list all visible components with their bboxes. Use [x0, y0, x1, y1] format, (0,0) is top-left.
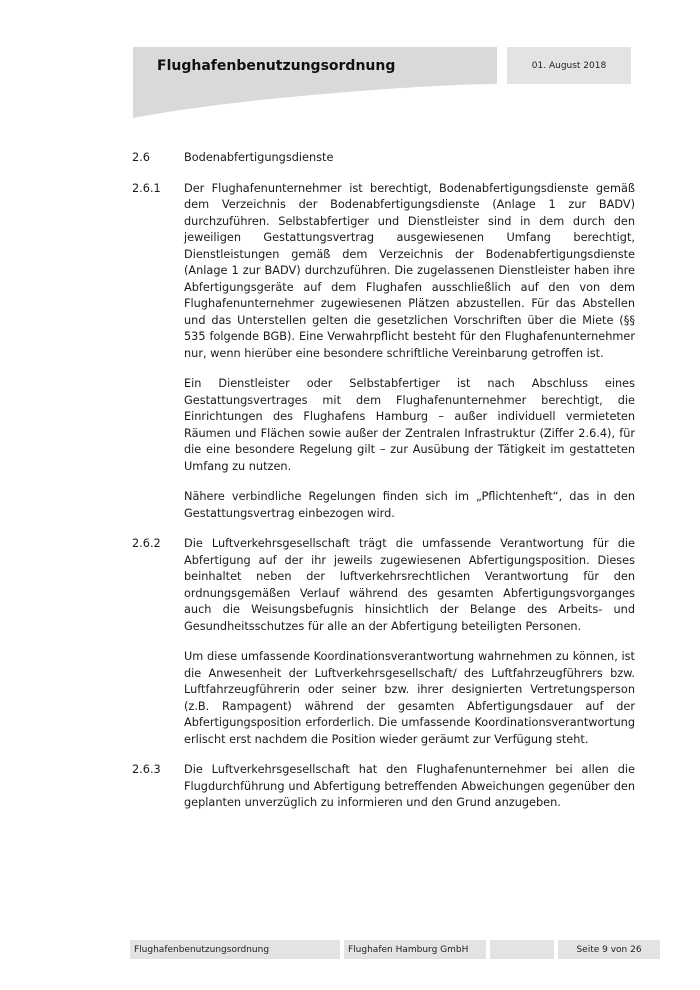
page-footer: [130, 940, 660, 959]
subsection-number: 2.6.3: [132, 763, 161, 776]
subsection-2-6-3: [132, 762, 635, 812]
footer-page-number: Seite 9 von 26: [558, 940, 660, 959]
subsection-number: 2.6.1: [132, 181, 161, 195]
footer-blank-cell: [490, 940, 554, 959]
subsection-2-6-2: [132, 536, 635, 748]
section-heading: [132, 150, 635, 167]
paragraph: Die Luftverkehrsgesellschaft trägt die umfassende Verantwortung für die Abfertigung auf der ihr jeweils zugewiesenen Abfertigungsposition. Dieses beinhaltet neben der luftverkehrsrechtlichen Verantwortung für den ordnungsgemäßen Verlauf während des gesamten Abfertigungsvorganges auch die Weisungsbefugnis hinsichtlich der Belange des Arbeits- und Gesundheitsschutzes für alle an der Abfertigung beteiligten Personen.: [184, 537, 635, 633]
footer-document-name: Flughafenbenutzungsordnung: [130, 940, 340, 959]
section-number: 2.6: [132, 151, 150, 164]
subsection-2-6-1: [132, 181, 635, 523]
subsection-number: 2.6.2: [132, 537, 161, 550]
document-content: [132, 150, 635, 826]
header-date: 01. August 2018: [507, 47, 631, 84]
footer-company: Flughafen Hamburg GmbH: [344, 940, 486, 959]
paragraph: Der Flughafenunternehmer ist berechtigt, Bodenabfertigungsdienste gemäß dem Verzeichnis der Bodenabfertigungsdienste (Anlage 1 zur BADV) durchzuführen. Selbstabfertiger und Dienstleister sind in dem durch den jeweiligen Gestattungsvertrag ausgewiesenen Umfang berechtigt, Dienstleistungen gemäß dem Verzeichnis der Bodenabfertigungsdienste (Anlage 1 zur BADV) durchzuführen. Die zugelassenen Dienstleister haben ihre Abfertigungsgeräte auf dem Flughafen ausschließlich auf den von dem Flughafenunternehmer zugewiesenen Plätzen abzustellen. Für das Abstellen und das Unterstellen gelten die gesetzlichen Vorschriften über die Miete (§§ 535 folgende BGB). Eine Verwahrpflicht besteht für den Flughafenunternehmer nur, wenn hierüber eine besondere schriftliche Vereinbarung getroffen ist.: [184, 181, 635, 360]
paragraph: Nähere verbindliche Regelungen finden sich im „Pflichtenheft“, das in den Gestattungsvertrag einbezogen wird.: [184, 490, 635, 520]
paragraph: Die Luftverkehrsgesellschaft hat den Flughafenunternehmer bei allen die Flugdurchführung und Abfertigung betreffenden Abweichungen gegenüber den geplanten unverzüglich zu informieren und den Grund anzugeben.: [184, 763, 635, 809]
header-title: Flughafenbenutzungsordnung: [157, 58, 396, 74]
section-title: Bodenabfertigungsdienste: [184, 151, 334, 164]
paragraph: Um diese umfassende Koordinationsverantwortung wahrnehmen zu können, ist die Anwesenheit der Luftverkehrsgesellschaft/ des Luftfahrzeugführers bzw. Luftfahrzeugführerin oder seiner bzw. ihrer designierten Vertretungsperson (z.B. Rampagent) während der gesamten Abfertigungsdauer auf der Abfertigungsposition erforderlich. Die umfassende Koordinationsverantwortung erlischt erst nachdem die Position wieder geräumt zur Verfügung steht.: [184, 650, 635, 746]
paragraph: Ein Dienstleister oder Selbstabfertiger ist nach Abschluss eines Gestattungsvertrages mit dem Flughafenunternehmer berechtigt, die Einrichtungen des Flughafens Hamburg – außer individuell vermieteten Räumen und Flächen sowie außer der Zentralen Infrastruktur (Ziffer 2.6.4), für die eine besondere Regelung gilt – zur Ausübung der Tätigkeit im gestatteten Umfang zu nutzen.: [184, 377, 635, 473]
